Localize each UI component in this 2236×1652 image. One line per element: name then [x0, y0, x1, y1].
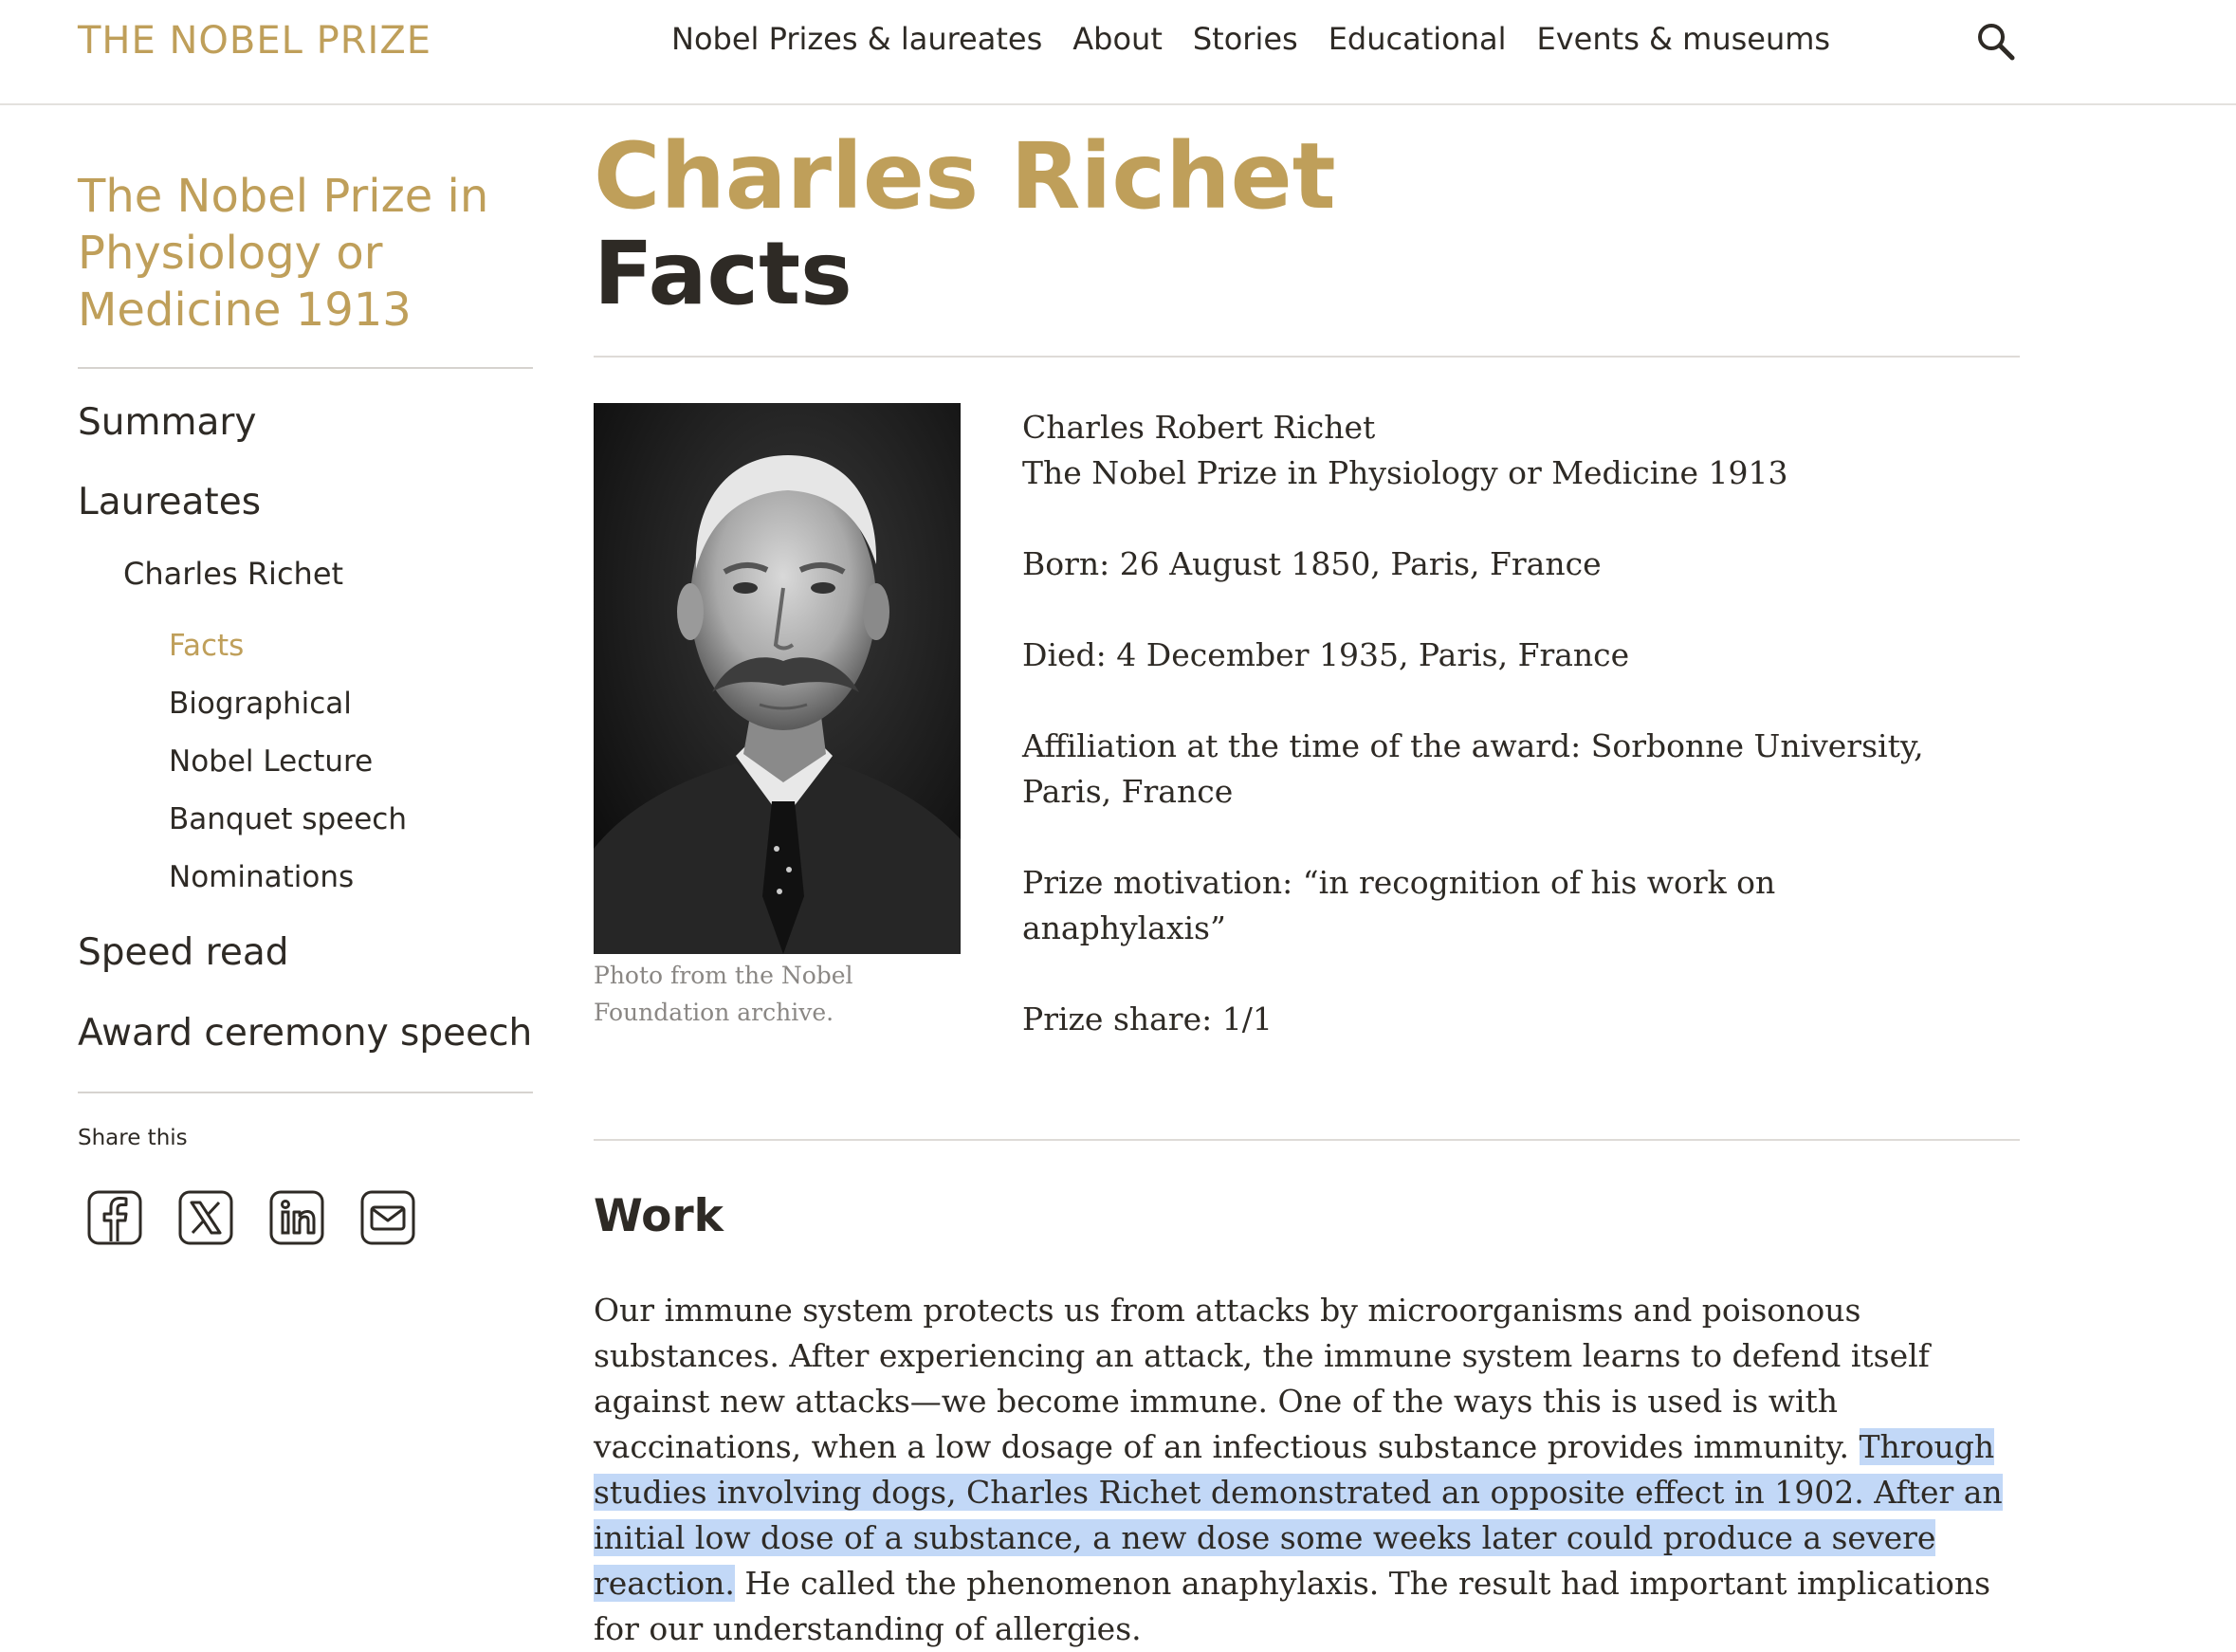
- fact-prize: The Nobel Prize in Physiology or Medicine 1913: [1022, 454, 1788, 491]
- nav-stories[interactable]: Stories: [1192, 21, 1298, 57]
- sidebar-item-summary[interactable]: Summary: [78, 401, 257, 444]
- share-label: Share this: [78, 1126, 188, 1150]
- site-header: [0, 0, 2236, 105]
- fact-full-name: Charles Robert Richet: [1022, 409, 1376, 446]
- highlighted-selection: Through studies involving dogs, Charles Richet demonstrated an opposite effect in 1902. After an initial low dose of a substance, a new dose some weeks later could produce a severe reaction.: [594, 1428, 2003, 1602]
- sidebar-item-speed-read[interactable]: Speed read: [78, 931, 289, 974]
- fact-motivation: Prize motivation: “in recognition of his work on anaphylaxis”: [1022, 864, 1776, 946]
- work-text: Our immune system protects us from attacks by microorganisms and poisonous substances. After experiencing an attack, the immune system learns to defend itself against new attacks—we become immune. One of the ways this is used is with vaccinations, when a low dosage of an infectious substance provides immunity.: [594, 1292, 1930, 1465]
- email-icon[interactable]: [360, 1190, 415, 1245]
- work-paragraph: [594, 1288, 2020, 1652]
- sidebar-item-charles-richet[interactable]: Charles Richet: [123, 556, 344, 592]
- page-title: Facts: [594, 223, 852, 324]
- site-logo[interactable]: THE NOBEL PRIZE: [78, 19, 432, 63]
- sidebar-divider: [78, 1092, 533, 1093]
- facebook-icon[interactable]: [87, 1190, 142, 1245]
- fact-prize-share: Prize share: 1/1: [1022, 1000, 1273, 1037]
- main-nav: [671, 21, 1860, 57]
- nav-educational[interactable]: Educational: [1328, 21, 1507, 57]
- x-icon[interactable]: [178, 1190, 233, 1245]
- nav-about[interactable]: About: [1072, 21, 1163, 57]
- work-heading: Work: [594, 1190, 724, 1242]
- share-buttons: [87, 1190, 533, 1245]
- work-text: He called the phenomenon anaphylaxis. The result had important implications for our understanding of allergies.: [594, 1565, 1991, 1647]
- main-content: [594, 105, 2020, 1652]
- nav-nobel-prizes-laureates[interactable]: Nobel Prizes & laureates: [671, 21, 1043, 57]
- facts-section: [594, 403, 2020, 1162]
- prize-title-link[interactable]: The Nobel Prize in Physiology or Medicine 1913: [78, 170, 489, 337]
- sidebar-item-award-ceremony-speech[interactable]: Award ceremony speech: [78, 1012, 533, 1055]
- sidebar-item-laureates[interactable]: Laureates: [78, 481, 262, 523]
- photo-caption: Photo from the Nobel Foundation archive.: [594, 962, 853, 1026]
- nav-events-museums[interactable]: Events & museums: [1536, 21, 1831, 57]
- sidebar-item-nominations[interactable]: Nominations: [169, 860, 355, 894]
- sidebar-item-facts[interactable]: Facts: [169, 629, 245, 663]
- sidebar: [78, 105, 533, 1245]
- sidebar-item-biographical[interactable]: Biographical: [169, 687, 352, 721]
- laureate-name: Charles Richet: [594, 123, 1336, 229]
- sidebar-divider: [78, 367, 533, 369]
- fact-affiliation: Affiliation at the time of the award: Sorbonne University, Paris, France: [1022, 727, 1924, 810]
- laureate-portrait: [594, 403, 961, 954]
- sidebar-item-banquet-speech[interactable]: Banquet speech: [169, 802, 407, 836]
- fact-list: [1022, 405, 1970, 1042]
- search-icon[interactable]: [1975, 21, 2017, 63]
- linkedin-icon[interactable]: [269, 1190, 324, 1245]
- title-divider: [594, 356, 2020, 358]
- sidebar-item-nobel-lecture[interactable]: Nobel Lecture: [169, 744, 374, 779]
- fact-died: Died: 4 December 1935, Paris, France: [1022, 636, 1630, 673]
- fact-born: Born: 26 August 1850, Paris, France: [1022, 545, 1602, 582]
- sidebar-nav: [78, 401, 533, 1055]
